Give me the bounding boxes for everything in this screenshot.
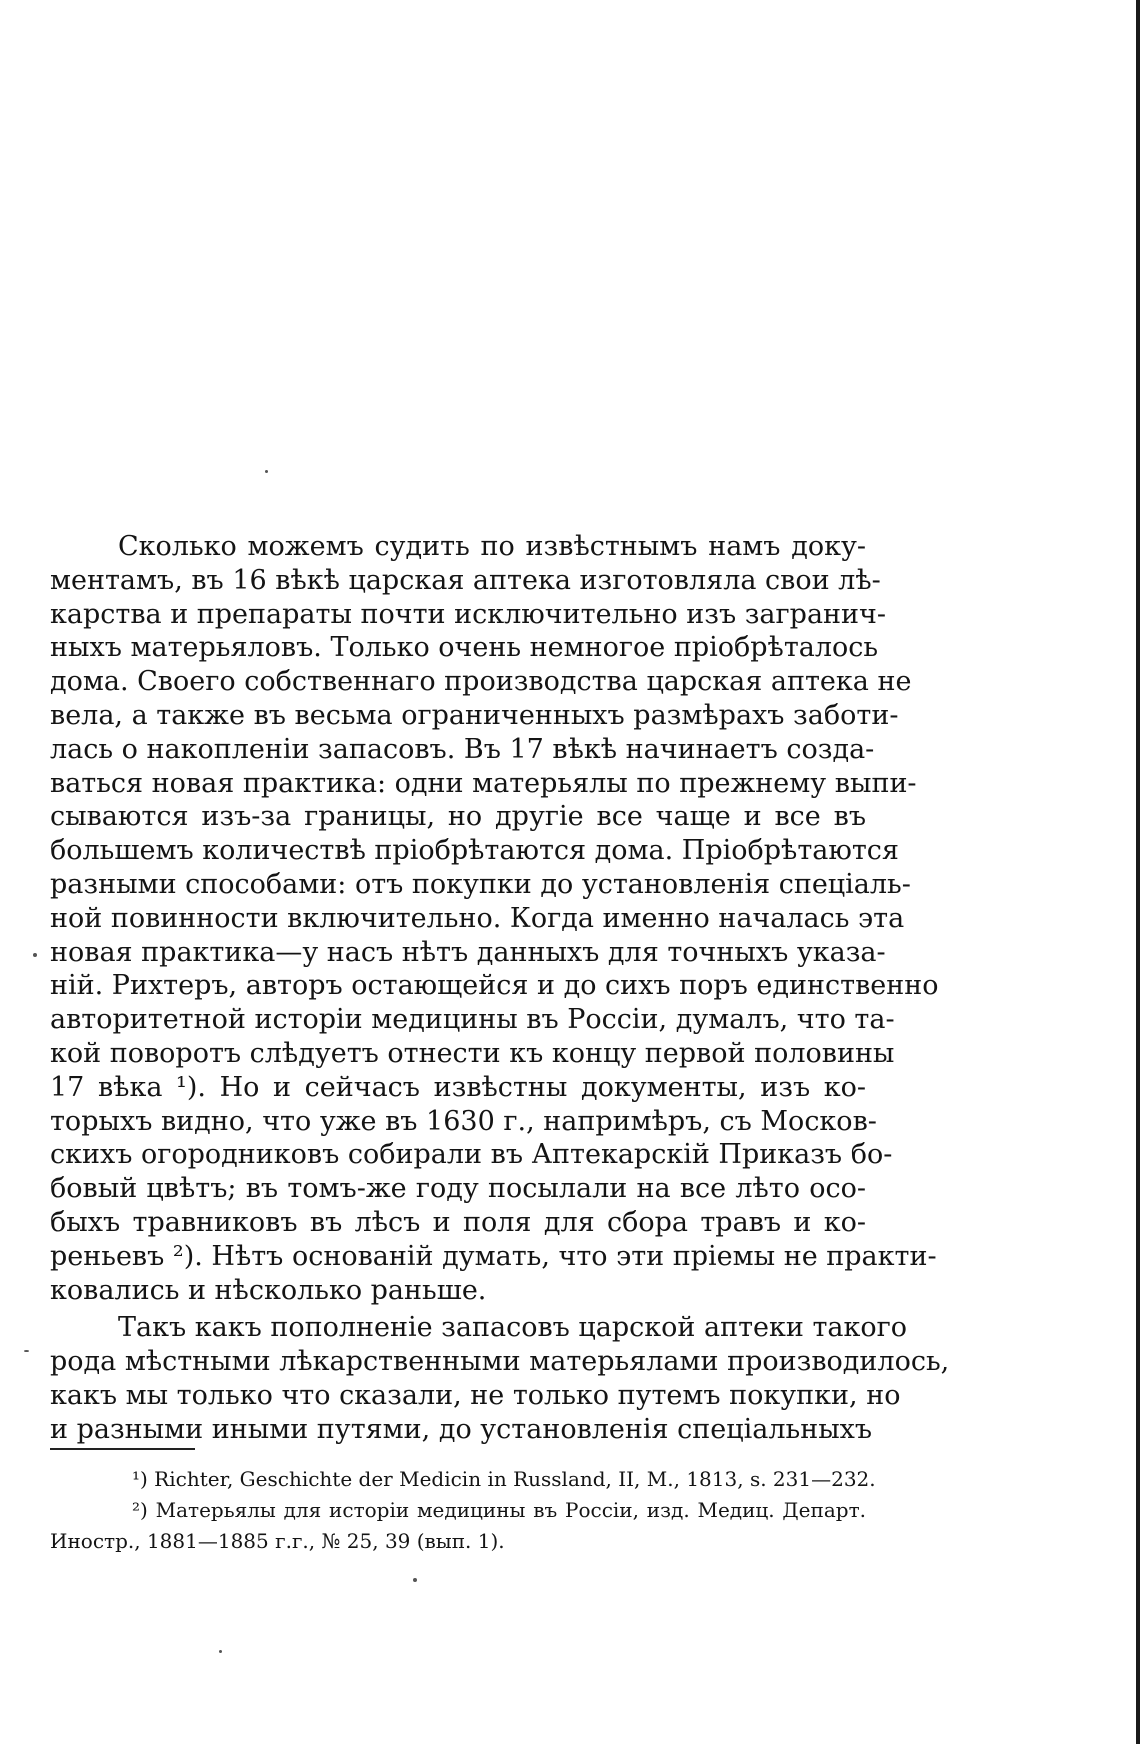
- text-line: реньевъ ²). Нѣтъ основаній думать, что эти пріемы не практи-: [50, 1240, 937, 1272]
- text-line: скихъ огородниковъ собирали въ Аптекарскій Приказъ бо-: [50, 1139, 893, 1171]
- text-line: быхъ травниковъ въ лѣсъ и поля для сбора травъ и ко-: [50, 1206, 866, 1238]
- scan-speck: [33, 953, 37, 957]
- text-line: ковались и нѣсколько раньше.: [50, 1274, 487, 1306]
- footnote-2-continuation: Иностр., 1881—1885 г.г., № 25, 39 (вып. 1).: [50, 1529, 505, 1553]
- footnotes: [50, 1464, 876, 1557]
- text-line: какъ мы только что сказали, не только путемъ покупки, но: [50, 1379, 901, 1411]
- text-line: Сколько можемъ судить по извѣстнымъ намъ доку-: [118, 531, 866, 562]
- footnote-divider: [50, 1448, 195, 1450]
- text-line: кой поворотъ слѣдуетъ отнести къ концу первой половины: [50, 1037, 895, 1069]
- text-line: ментамъ, въ 16 вѣкѣ царская аптека изготовляла свои лѣ-: [50, 564, 881, 596]
- scan-speck: [265, 470, 268, 473]
- main-text: [50, 530, 950, 1447]
- text-line: ной повинности включительно. Когда именно началась эта: [50, 902, 905, 934]
- footnote-2: ²) Матерьялы для исторіи медицины въ Россіи, изд. Медиц. Департ.: [132, 1498, 866, 1522]
- text-line: торыхъ видно, что уже въ 1630 г., напримѣръ, съ Москов-: [50, 1105, 877, 1137]
- text-line: большемъ количествѣ пріобрѣтаются дома. Пріобрѣтаются: [50, 835, 899, 867]
- paragraph-2: [50, 1311, 950, 1446]
- text-line: авторитетной исторіи медицины въ Россіи, думалъ, что та-: [50, 1004, 895, 1036]
- paragraph-1: [50, 530, 939, 1307]
- text-line: и разными иными путями, до установленія спеціальныхъ: [50, 1413, 873, 1445]
- text-line: Такъ какъ пополненіе запасовъ царской аптеки такого: [118, 1312, 908, 1344]
- text-line: лась о накопленіи запасовъ. Въ 17 вѣкѣ начинаетъ созда-: [50, 733, 875, 765]
- text-line: вела, а также въ весьма ограниченныхъ размѣрахъ заботи-: [50, 699, 899, 731]
- text-line: рода мѣстными лѣкарственными матерьялами производилось,: [50, 1346, 950, 1378]
- text-line: сываются изъ-за границы, но другіе все чаще и все въ: [50, 801, 866, 833]
- text-line: разными способами: отъ покупки до установленія спеціаль-: [50, 868, 911, 900]
- text-line: ній. Рихтеръ, авторъ остающейся и до сихъ поръ единственно: [50, 970, 939, 1002]
- text-line: карства и препараты почти исключительно изъ загранич-: [50, 598, 887, 630]
- footnote-1: ¹) Richter, Geschichte der Medicin in Russland, II, M., 1813, s. 231—232.: [132, 1467, 876, 1491]
- text-line: бовый цвѣтъ; въ томъ-же году посылали на все лѣто осо-: [50, 1173, 866, 1205]
- text-line: ваться новая практика: одни матерьялы по прежнему выпи-: [50, 767, 917, 799]
- text-line: ныхъ матерьяловъ. Только очень немногое пріобрѣталось: [50, 632, 879, 664]
- scan-speck: [24, 1350, 29, 1352]
- text-line: 17 вѣка ¹). Но и сейчасъ извѣстны документы, изъ ко-: [50, 1071, 866, 1103]
- scan-speck: [413, 1578, 417, 1582]
- text-line: дома. Своего собственнаго производства царская аптека не: [50, 666, 912, 698]
- text-line: новая практика—у насъ нѣтъ данныхъ для точныхъ указа-: [50, 936, 886, 968]
- page-edge-shadow: [1136, 0, 1140, 1744]
- scan-speck: [219, 1650, 222, 1653]
